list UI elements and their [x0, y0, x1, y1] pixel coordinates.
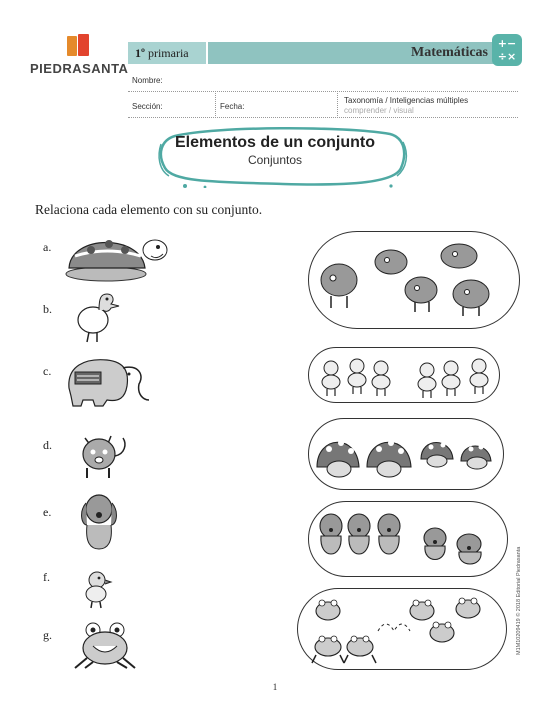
taxonomy-value: comprender / visual	[344, 106, 414, 115]
item-letter: c.	[43, 364, 52, 378]
cats-group-picture	[309, 232, 521, 330]
details-row	[128, 93, 518, 118]
item-letter: g.	[43, 628, 52, 642]
chick-picture	[81, 570, 113, 610]
set-cats	[308, 231, 520, 329]
grade-label	[128, 42, 208, 64]
item-letter: f.	[43, 570, 50, 584]
set-chicks	[308, 347, 500, 403]
frogs-group-picture	[298, 589, 508, 671]
set-dogs	[308, 501, 508, 577]
title-block	[0, 134, 550, 167]
name-label: Nombre:	[132, 76, 163, 85]
dodo-bird-picture	[73, 288, 123, 346]
cat-picture	[77, 428, 133, 480]
turtles-group-picture	[309, 419, 505, 491]
plus-minus-times-divide-icon: +− ÷×	[492, 34, 522, 66]
item-letter: e.	[43, 505, 52, 519]
page-number: 1	[272, 682, 278, 692]
chicks-group-picture	[309, 348, 501, 404]
instruction-text: Relaciona cada elemento con su conjunto.	[35, 202, 263, 217]
date-label: Fecha:	[220, 102, 245, 111]
set-frogs	[297, 588, 507, 670]
book-logo-icon	[65, 34, 91, 58]
set-turtles	[308, 418, 504, 490]
publisher-logo	[30, 34, 129, 76]
page-subtitle: Conjuntos	[247, 153, 303, 167]
dogs-group-picture	[309, 502, 509, 578]
grade-number: 1º	[135, 46, 145, 60]
taxonomy-field	[338, 93, 518, 118]
frog-picture	[71, 620, 141, 672]
name-row	[128, 66, 518, 92]
item-letter: d.	[43, 438, 52, 452]
section-label: Sección:	[132, 102, 163, 111]
page-title: Elementos de un conjunto	[174, 134, 375, 151]
taxonomy-label: Taxonomía / Inteligencias múltiples	[344, 96, 469, 105]
publisher-name: PIEDRASANTA	[30, 61, 129, 76]
grade-level: primaria	[147, 46, 189, 60]
subject-title: Matemáticas	[411, 45, 488, 60]
section-field	[128, 93, 216, 118]
copyright-text: M1M10209419 © 2018 Editorial Piedrasanta	[516, 546, 522, 655]
item-letter: b.	[43, 302, 52, 316]
date-field	[216, 93, 338, 118]
item-letter: a.	[43, 240, 52, 254]
turtle-picture	[61, 226, 171, 284]
elephant-picture	[63, 352, 153, 408]
dog-picture	[77, 491, 127, 553]
